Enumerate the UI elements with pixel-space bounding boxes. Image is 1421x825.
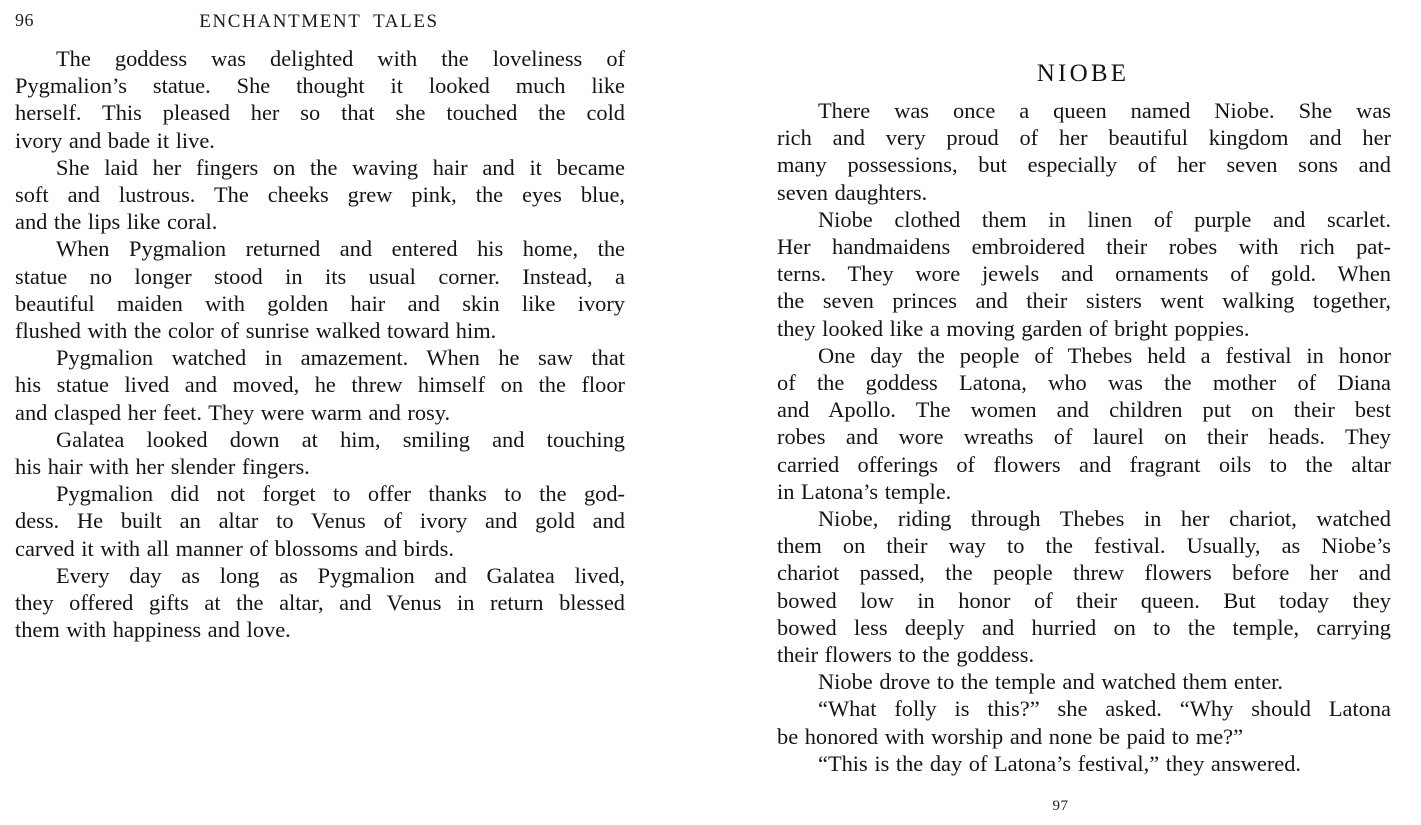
- text-line: carried offerings of flowers and fragrant oils to the altar: [777, 451, 1391, 477]
- text-line: She laid her fingers on the waving hair and it became: [56, 154, 625, 180]
- text-line: Niobe clothed them in linen of purple and scarlet.: [818, 206, 1391, 232]
- text-line: chariot passed, the people threw flowers before her and: [777, 560, 1391, 586]
- text-line: bowed low in honor of their queen. But today they: [777, 587, 1391, 613]
- text-line: and Apollo. The women and children put on their best: [777, 397, 1391, 423]
- text-line: in Latona’s temple.: [777, 478, 952, 504]
- text-line: his statue lived and moved, he threw himself on the floor: [15, 372, 625, 398]
- text-line: Pygmalion did not forget to offer thanks to the god-: [56, 481, 625, 507]
- text-line: many possessions, but especially of her seven sons and: [777, 152, 1391, 178]
- paragraph: [777, 97, 1391, 206]
- paragraph: [777, 750, 1391, 777]
- page-number-verso: 96: [15, 10, 34, 30]
- text-line: beautiful maiden with golden hair and skin like ivory: [15, 290, 625, 316]
- paragraph: [777, 206, 1391, 342]
- page-number-recto: 97: [1052, 798, 1069, 814]
- text-line: the seven princes and their sisters went walking together,: [777, 288, 1391, 314]
- paragraph: [15, 45, 625, 154]
- text-line: they offered gifts at the altar, and Venus in return blessed: [15, 590, 625, 616]
- text-line: statue no longer stood in its usual corner. Instead, a: [15, 263, 625, 289]
- page-recto: [700, 0, 1421, 825]
- text-line: carved it with all manner of blossoms and birds.: [15, 535, 454, 561]
- paragraph: [15, 235, 625, 344]
- text-line: Pygmalion watched in amazement. When he saw that: [56, 345, 625, 371]
- text-line: The goddess was delighted with the loveliness of: [56, 46, 625, 71]
- text-line: they looked like a moving garden of bright poppies.: [777, 315, 1250, 341]
- text-line: his hair with her slender fingers.: [15, 454, 310, 480]
- text-line: Niobe, riding through Thebes in her chariot, watched: [818, 506, 1391, 532]
- paragraph: [777, 668, 1391, 695]
- paragraph: [15, 154, 625, 236]
- body-text-verso: [15, 45, 625, 643]
- section-heading-niobe: NIOBE: [1036, 60, 1130, 87]
- text-line: Her handmaidens embroidered their robes with rich pat-: [777, 234, 1391, 260]
- text-line: flushed with the color of sunrise walked toward him.: [15, 318, 497, 344]
- text-line: terns. They wore jewels and ornaments of gold. When: [777, 261, 1391, 287]
- page-verso: [0, 0, 700, 825]
- text-line: their flowers to the goddess.: [777, 642, 1035, 668]
- text-line: and clasped her feet. They were warm and rosy.: [15, 399, 451, 425]
- text-line: be honored with worship and none be paid to me?”: [777, 723, 1244, 749]
- running-head: ENCHANTMENT TALES: [199, 11, 439, 32]
- text-line: rich and very proud of her beautiful kingdom and her: [777, 125, 1391, 151]
- text-line: seven daughters.: [777, 179, 928, 205]
- paragraph: [15, 562, 625, 644]
- text-line: ivory and bade it live.: [15, 127, 215, 153]
- text-line: them with happiness and love.: [15, 617, 291, 643]
- text-line: “This is the day of Latona’s festival,” they answered.: [818, 750, 1302, 776]
- text-line: bowed less deeply and hurried on to the temple, carrying: [777, 614, 1391, 640]
- paragraph: [777, 695, 1391, 749]
- paragraph: [15, 344, 625, 426]
- text-line: and the lips like coral.: [15, 209, 218, 235]
- text-line: Pygmalion’s statue. She thought it looked much like: [15, 73, 625, 99]
- text-line: “What folly is this?” she asked. “Why should Latona: [818, 696, 1391, 722]
- text-line: One day the people of Thebes held a festival in honor: [818, 342, 1391, 368]
- text-line: There was once a queen named Niobe. She was: [818, 98, 1391, 123]
- text-line: herself. This pleased her so that she touched the cold: [15, 100, 625, 126]
- body-text-recto: [777, 97, 1391, 777]
- text-line: dess. He built an altar to Venus of ivory and gold and: [15, 508, 625, 534]
- paragraph: [15, 426, 625, 480]
- paragraph: [777, 505, 1391, 668]
- text-line: When Pygmalion returned and entered his home, the: [56, 236, 625, 262]
- text-line: soft and lustrous. The cheeks grew pink, the eyes blue,: [15, 182, 625, 208]
- text-line: Galatea looked down at him, smiling and touching: [56, 426, 625, 452]
- paragraph: [777, 342, 1391, 505]
- text-line: them on their way to the festival. Usually, as Niobe’s: [777, 533, 1391, 559]
- text-line: of the goddess Latona, who was the mother of Diana: [777, 370, 1391, 396]
- text-line: Every day as long as Pygmalion and Galatea lived,: [56, 562, 625, 588]
- text-line: robes and wore wreaths of laurel on their heads. They: [777, 424, 1391, 450]
- paragraph: [15, 480, 625, 562]
- text-line: Niobe drove to the temple and watched them enter.: [818, 669, 1283, 695]
